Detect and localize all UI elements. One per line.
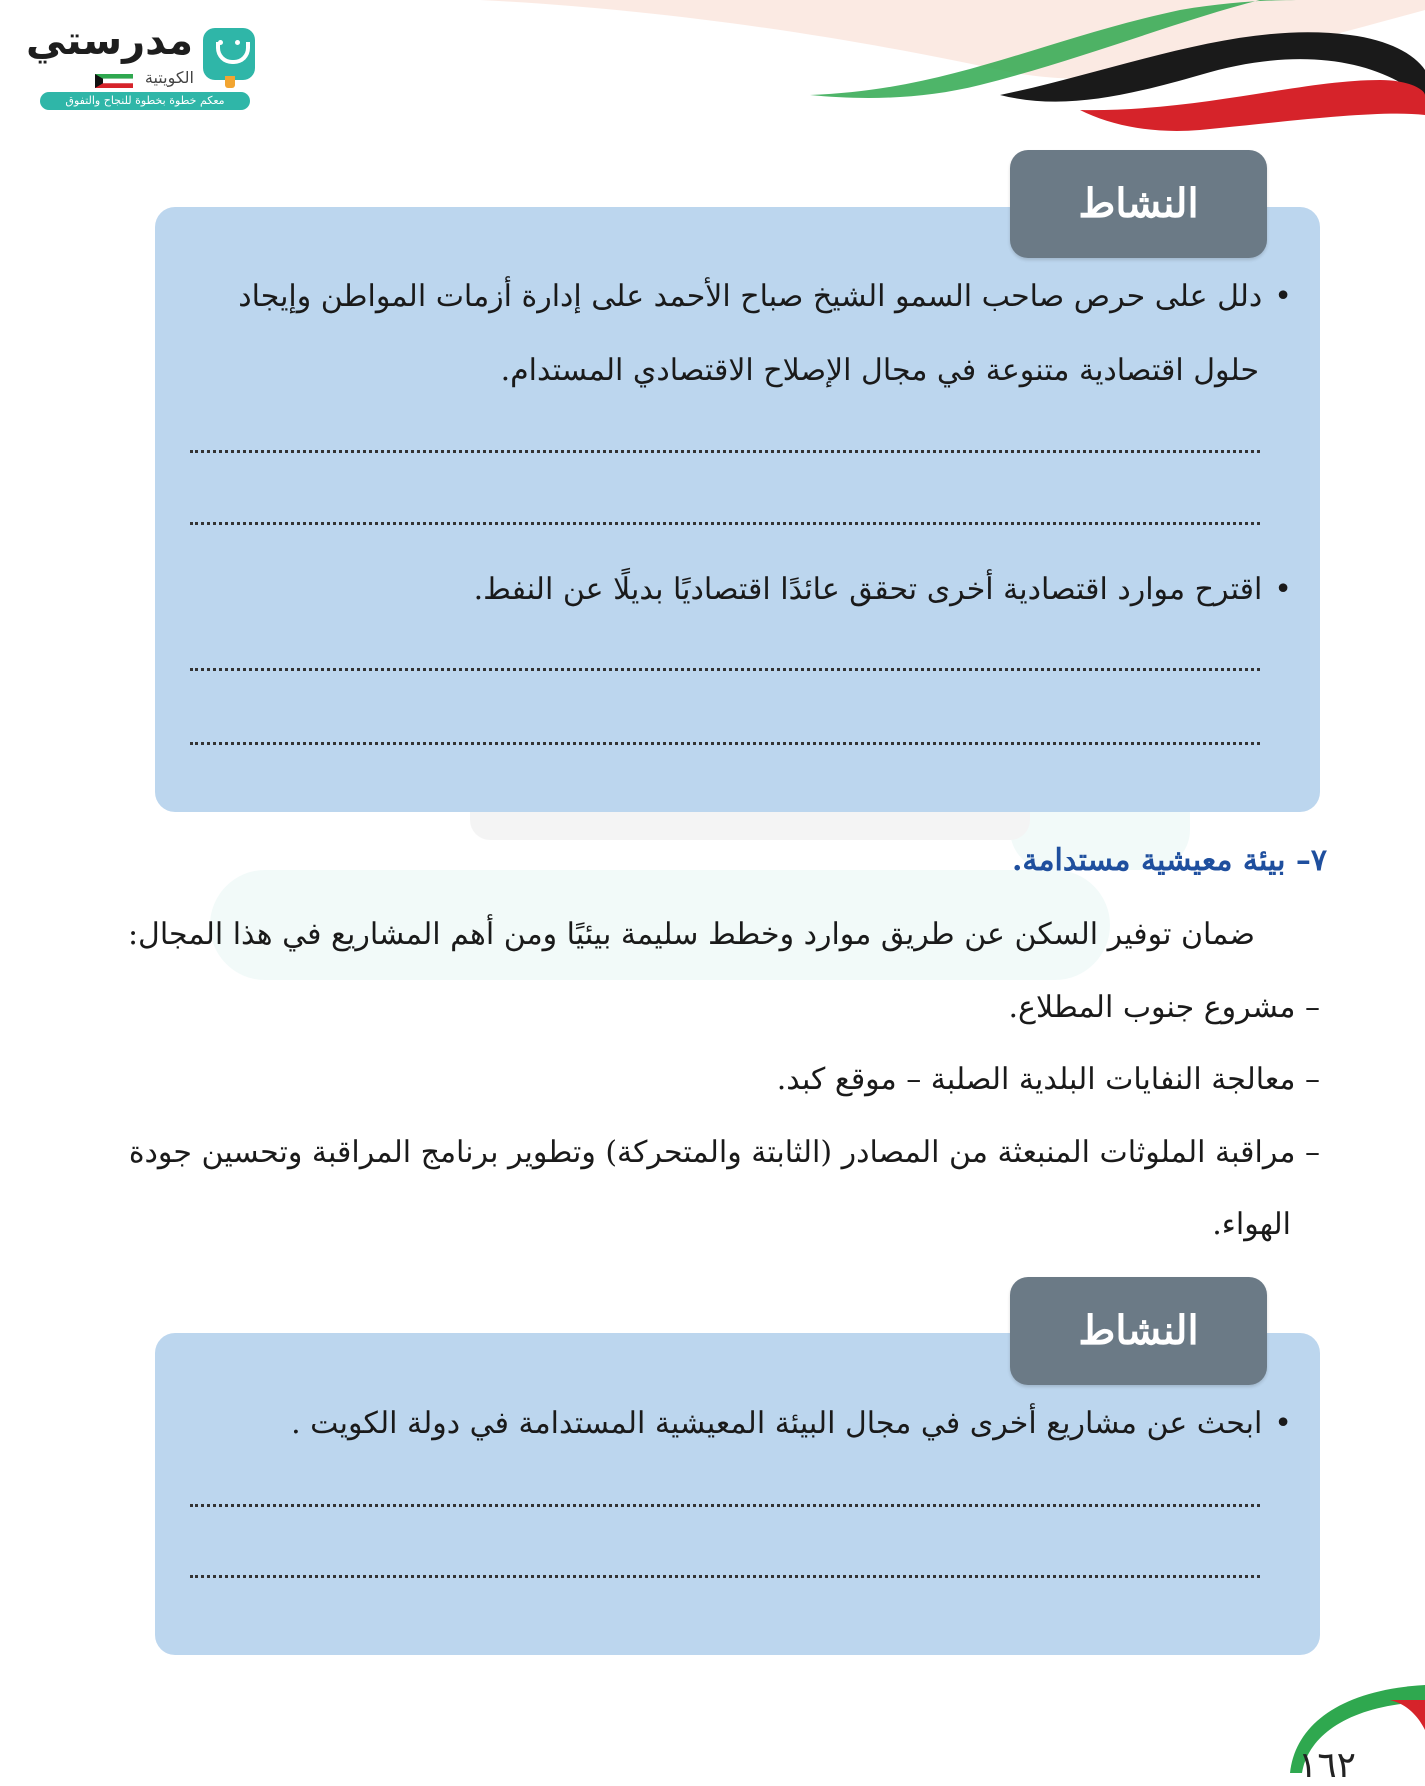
activity2-question-1: • ابحث عن مشاريع أخرى في مجال البيئة المعيشية المستدامة في دولة الكويت . — [291, 1409, 1292, 1439]
page-number: ١٦٢ — [1298, 1745, 1357, 1786]
logo-slogan: معكم خطوة بخطوة للنجاح والتفوق — [40, 92, 250, 110]
activity1-question-1: • دلل على حرص صاحب السمو الشيخ صباح الأحمد على إدارة أزمات المواطن وإيجاد — [238, 282, 1292, 312]
logo-name: مدرستي — [25, 18, 193, 64]
section-title: ٧– بيئة معيشية مستدامة. — [1011, 843, 1327, 878]
flag-ribbon-decoration — [480, 0, 1425, 150]
answer-line[interactable] — [190, 522, 1260, 525]
logo-mark-icon — [203, 28, 255, 80]
kuwait-flag-icon — [95, 74, 133, 88]
activity1-question-1-cont: حلول اقتصادية متنوعة في مجال الإصلاح الاقتصادي المستدام. — [500, 353, 1259, 388]
project-item-3: – مراقبة الملوثات المنبعثة من المصادر (الثابتة والمتحركة) وتطوير برنامج المراقبة وتحسين جودة — [128, 1135, 1320, 1170]
activity-tab-1: النشاط — [1010, 150, 1267, 258]
answer-line[interactable] — [190, 450, 1260, 453]
project-item-2: – معالجة النفايات البلدية الصلبة – موقع كبد. — [776, 1062, 1320, 1097]
madrasati-logo — [25, 18, 258, 113]
answer-line[interactable] — [190, 1504, 1260, 1507]
answer-line[interactable] — [190, 1575, 1260, 1578]
project-item-1: – مشروع جنوب المطلاع. — [1008, 990, 1320, 1025]
answer-line[interactable] — [190, 742, 1260, 745]
answer-line[interactable] — [190, 668, 1260, 671]
activity-tab-2: النشاط — [1010, 1277, 1267, 1385]
section-intro: ضمان توفير السكن عن طريق موارد وخطط سليمة بيئيًا ومن أهم المشاريع في هذا المجال: — [127, 917, 1255, 952]
logo-subtitle: الكويتية — [144, 68, 194, 87]
project-item-3-cont: الهواء. — [1212, 1207, 1291, 1242]
activity1-question-2: • اقترح موارد اقتصادية أخرى تحقق عائدًا اقتصاديًا بديلًا عن النفط. — [474, 575, 1292, 605]
